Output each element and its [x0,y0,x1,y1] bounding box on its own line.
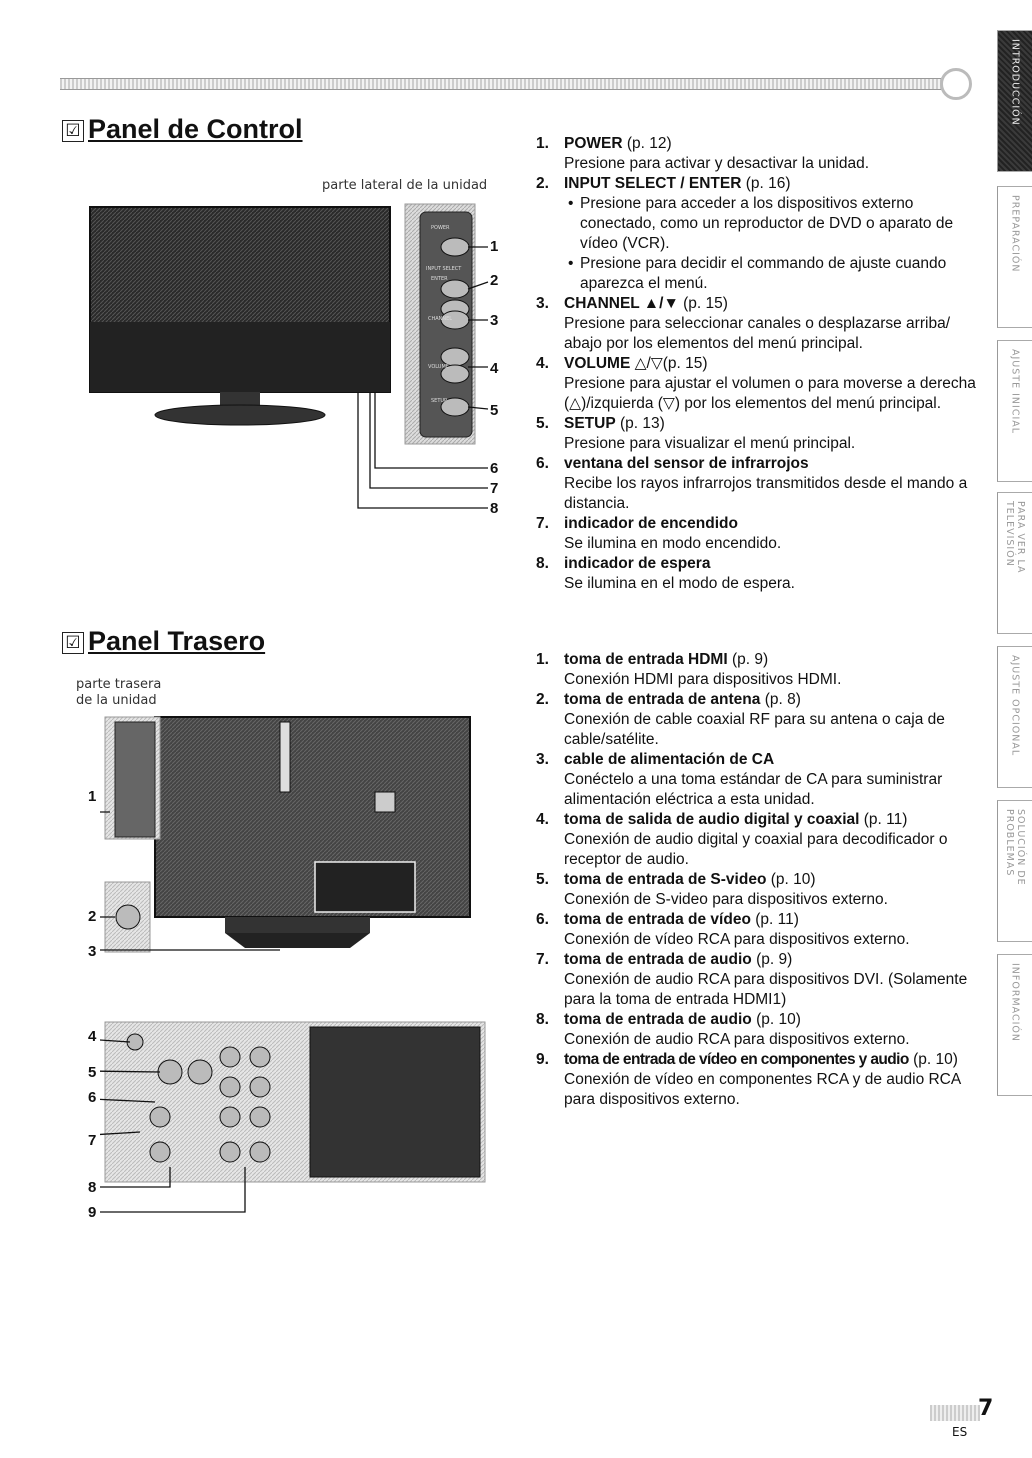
button-label-volume: VOLUME [428,364,449,370]
tab-para-ver-la-television[interactable]: PARA VER LA TELEVISIÓN [997,492,1032,634]
list-item: 2. INPUT SELECT / ENTER (p. 16) • Presione para acceder a los dispositivos externo conectado, como un reproductor de DVD o aparato de vídeo (VCR). • Presione para decidir el commando de ajuste cuando aparezca el menú. [536,174,976,294]
list-item: 5. SETUP (p. 13) Presione para visualizar el menú principal. [536,415,856,452]
rear-callout-8: 8 [88,1179,97,1196]
callout-1: 1 [490,238,499,255]
list-item: 1. POWER (p. 12) Presione para activar y desactivar la unidad. [536,135,869,172]
list-item: 7. toma de entrada de audio (p. 9) Conexión de audio RCA para dispositivos DVI. (Solamente para la toma de entrada HDMI1) [536,951,968,1008]
callout-4: 4 [490,360,499,377]
list-item: 9. toma de entrada de vídeo en componentes y audio (p. 10) Conexión de vídeo en componentes RCA y de audio RCA para dispositivos externo. [536,1051,961,1108]
callout-6: 6 [490,460,499,477]
rear-callout-4: 4 [88,1028,97,1045]
button-label-channel: CHANNEL [428,316,453,322]
list-item: 8. indicador de espera Se ilumina en el modo de espera. [536,555,795,592]
top-rule [60,78,955,90]
page-number: 7 [978,1396,994,1421]
list-item: 3. cable de alimentación de CA Conéctelo a una toma estándar de CA para suministrar alimentación eléctrica a esta unidad. [536,751,943,808]
page-title: Panel de Control [88,114,303,144]
rear-callout-1: 1 [88,788,97,805]
control-panel-list [536,134,976,594]
tab-preparacion[interactable]: PREPARACIÓN [997,186,1032,328]
tab-informacion[interactable]: INFORMACIÓN [997,954,1032,1096]
caption-side: parte lateral de la unidad [322,178,488,193]
page-number-bar [930,1405,980,1421]
button-label-enter: ENTER [431,276,448,282]
button-label-power: POWER [431,225,450,231]
tab-solucion-de-problemas[interactable]: SOLUCIÓN DE PROBLEMAS [997,800,1032,942]
callout-8: 8 [490,500,499,517]
rear-panel-list [536,650,976,1110]
callout-2: 2 [490,272,499,289]
rear-callout-5: 5 [88,1064,97,1081]
tab-ajuste-opcional[interactable]: AJUSTE OPCIONAL [997,646,1032,788]
list-item: 7. indicador de encendido Se ilumina en modo encendido. [536,515,782,552]
button-label-input-select: INPUT SELECT [426,266,462,272]
section-title: Panel Trasero [88,626,266,656]
list-item: 3. CHANNEL ▲/▼ (p. 15) Presione para seleccionar canales o desplazarse arriba/ abajo por los elementos del menú principal. [536,295,950,352]
page-language: ES [952,1425,968,1439]
tv-back [155,717,470,917]
list-item: 4. VOLUME △/▽(p. 15) Presione para ajustar el volumen o para moverse a derecha (△)/izquierda (▽) por los elementos del menú principal. [536,355,976,412]
callout-3: 3 [490,312,499,329]
caption-rear: parte trasera de la unidad [76,677,162,708]
rear-callout-3: 3 [88,943,97,960]
tab-ajuste-inicial[interactable]: AJUSTE INICIAL [997,340,1032,482]
rear-callout-7: 7 [88,1132,97,1149]
list-item: 6. ventana del sensor de infrarrojos Recibe los rayos infrarrojos transmitidos desde el mando a distancia. [536,455,968,512]
list-item: 4. toma de salida de audio digital y coaxial (p. 11) Conexión de audio digital y coaxial para decodificador o receptor de audio. [536,811,948,868]
list-item: 8. toma de entrada de audio (p. 10) Conexión de audio RCA para dispositivos externo. [536,1011,910,1048]
list-item: 5. toma de entrada de S-video (p. 10) Conexión de S-video para dispositivos externo. [536,871,888,908]
circle-icon [940,68,972,100]
tv-front-illustration [80,192,510,522]
button-label-setup: SETUP [431,398,448,404]
list-item: 1. toma de entrada HDMI (p. 9) Conexión HDMI para dispositivos HDMI. [536,651,842,688]
rear-callout-2: 2 [88,908,97,925]
checkbox-icon: ☑ [62,632,84,654]
list-item: 2. toma de entrada de antena (p. 8) Conexión de cable coaxial RF para su antena o caja de cable/satélite. [536,691,945,748]
checkbox-icon: ☑ [62,120,84,142]
tv-rear-illustration [100,712,490,1232]
list-item: 6. toma de entrada de vídeo (p. 11) Conexión de vídeo RCA para dispositivos externo. [536,911,910,948]
callout-7: 7 [490,480,499,497]
callout-5: 5 [490,402,499,419]
rear-callout-9: 9 [88,1204,97,1221]
rear-callout-6: 6 [88,1089,97,1106]
tab-introduccion[interactable]: INTRODUCCIÓN [997,30,1032,172]
